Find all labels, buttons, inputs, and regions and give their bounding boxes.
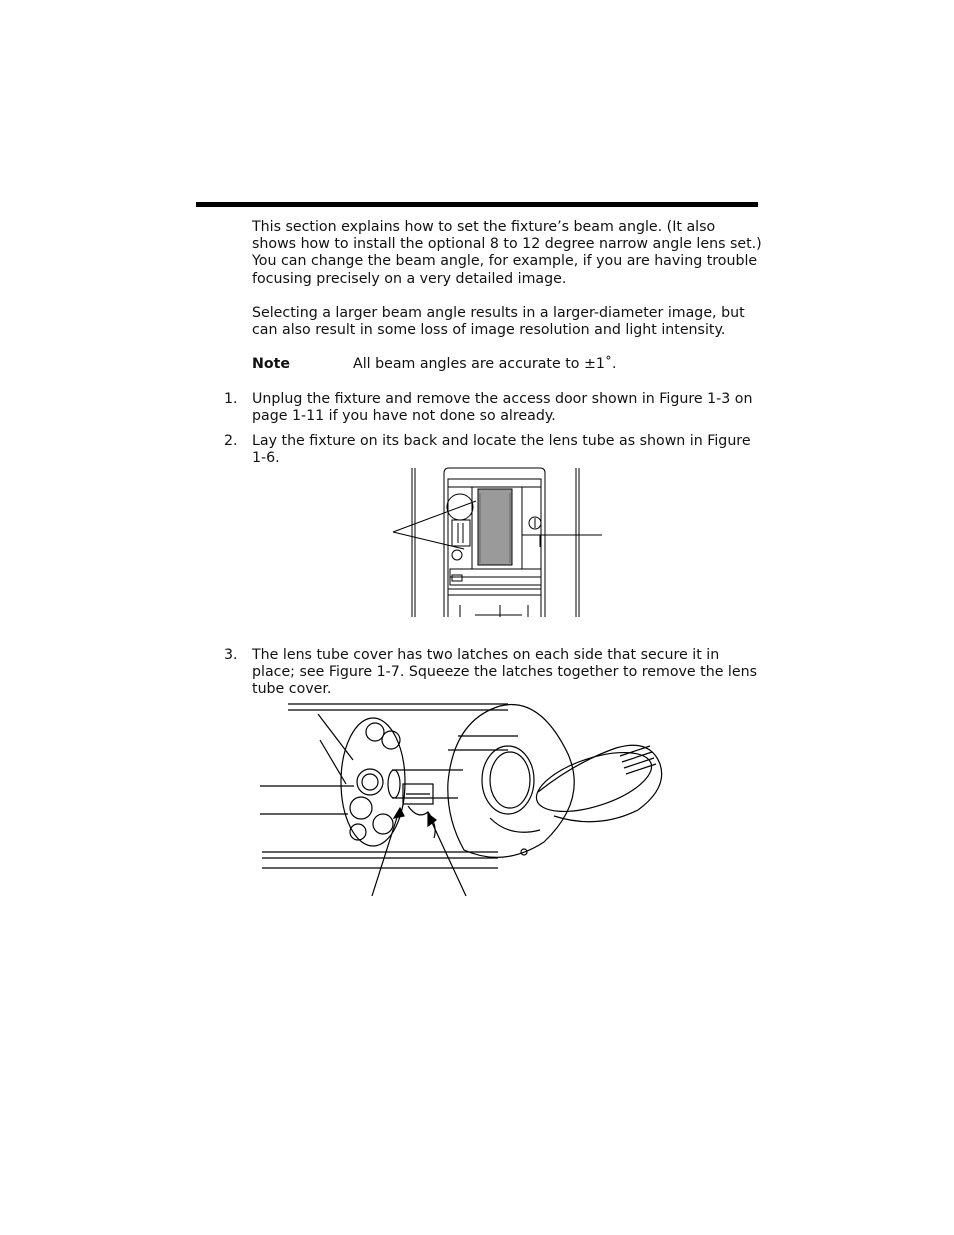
figure-lens-tube-latches bbox=[258, 700, 670, 898]
step-1-text: Unplug the fixture and remove the access door shown in Figure 1-3 on page 1-11 if you have not done so already. bbox=[252, 391, 753, 425]
step-3-text: The lens tube cover has two latches on each side that secure it in place; see Figure 1-7. Squeeze the latches together to remove the lens tube cover. bbox=[252, 647, 757, 698]
figure-lens-tube-location bbox=[380, 465, 620, 620]
section-rule bbox=[196, 202, 758, 207]
step-3-number: 3. bbox=[224, 647, 238, 663]
step-1-number: 1. bbox=[224, 391, 238, 407]
step-2-number: 2. bbox=[224, 433, 238, 449]
step-2-text: Lay the fixture on its back and locate the lens tube as shown in Figure 1-6. bbox=[252, 433, 751, 467]
note-label: Note bbox=[252, 356, 291, 372]
note-text: All beam angles are accurate to ±1˚. bbox=[353, 356, 617, 372]
intro-paragraph-2: Selecting a larger beam angle results in a larger-diameter image, but can also result in some loss of image resolution and light intensity. bbox=[252, 305, 745, 339]
intro-paragraph-1: This section explains how to set the fixture’s beam angle. (It also shows how to install the optional 8 to 12 degree narrow angle lens set.) You can change the beam angle, for example, if you are having trouble focusing precisely on a very detailed image. bbox=[252, 219, 762, 287]
